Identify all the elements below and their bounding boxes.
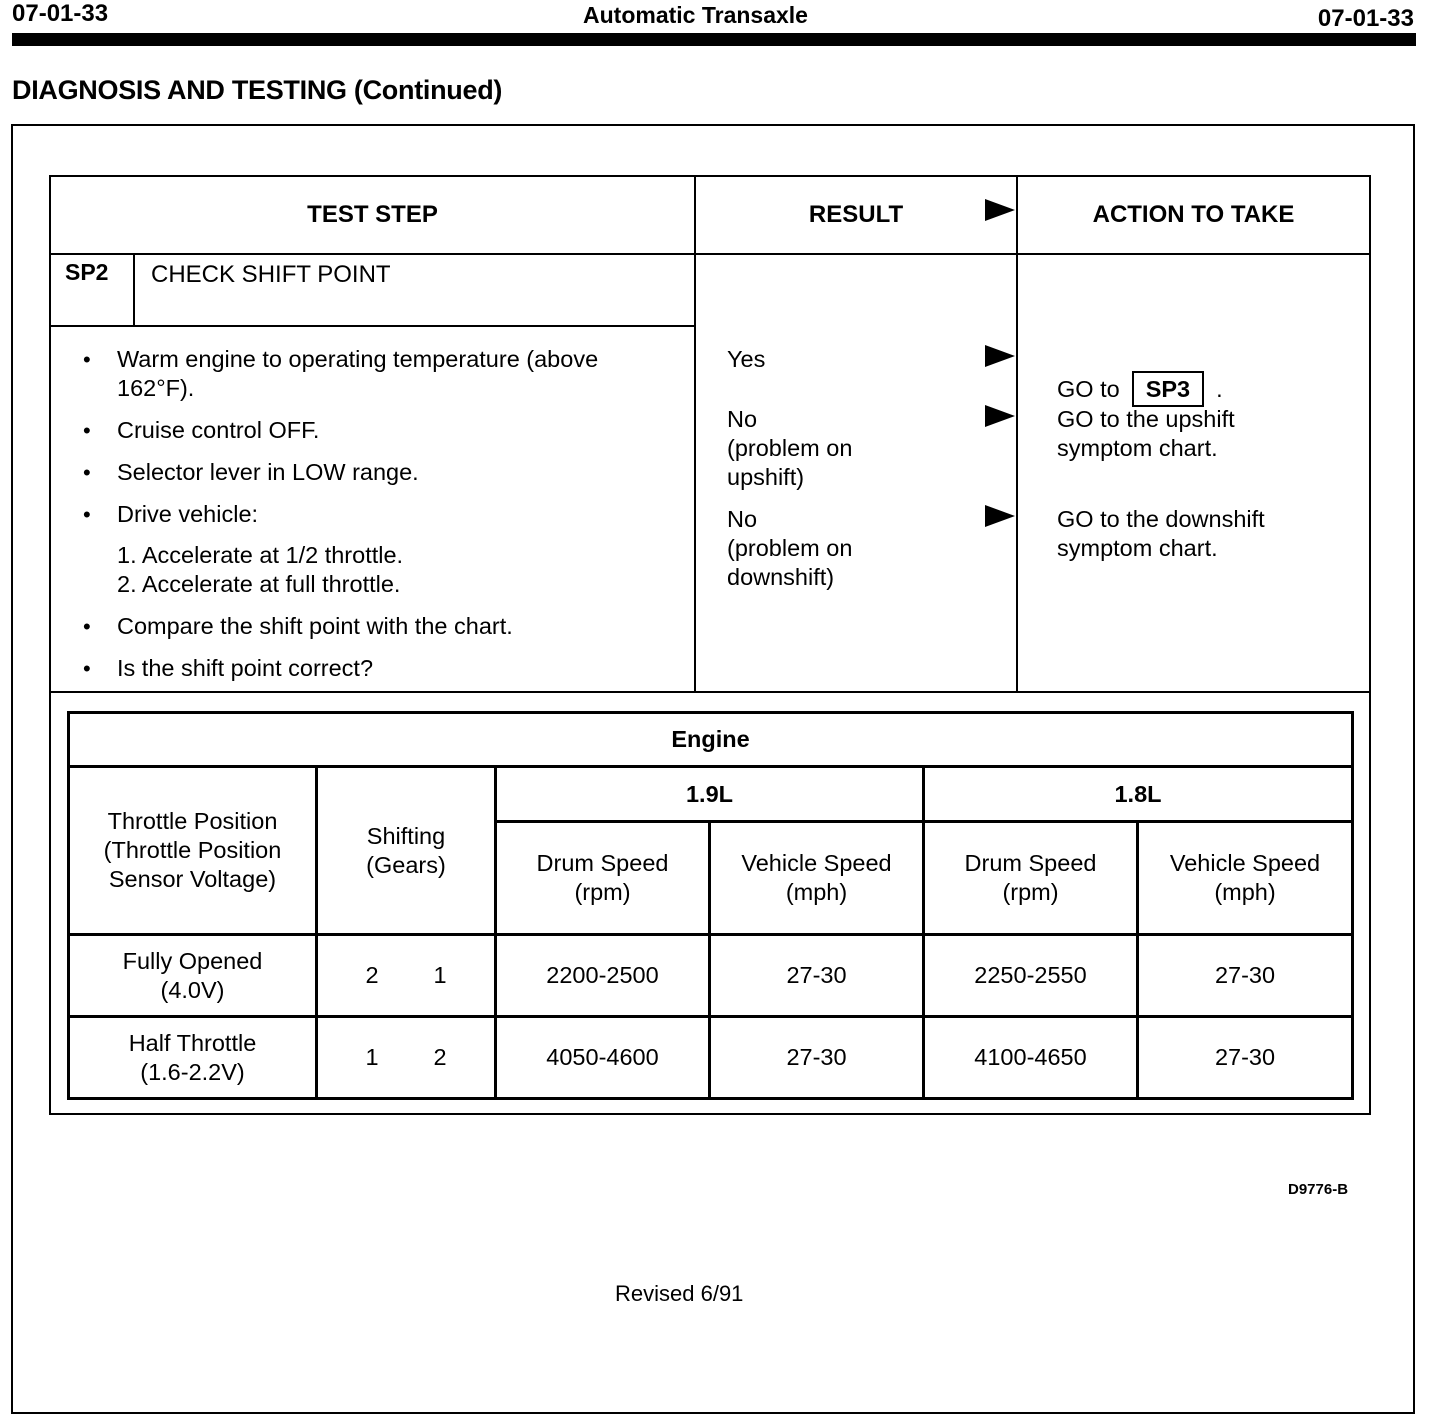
gear-to: 1 xyxy=(433,962,447,988)
action-upshift-chart: GO to the upshift symptom chart. xyxy=(1057,406,1235,461)
revision-note: Revised 6/91 xyxy=(615,1281,744,1306)
header-arrow-icon xyxy=(985,199,1015,221)
step-title: CHECK SHIFT POINT xyxy=(151,261,391,288)
list-item: • Warm engine to operating temperature (above 162°F). xyxy=(81,345,681,403)
drum-speed-header: Drum Speed (rpm) xyxy=(924,822,1138,935)
action-downshift-chart: GO to the downshift symptom chart. xyxy=(1057,506,1265,561)
manual-section-title: Automatic Transaxle xyxy=(583,2,808,28)
step-id-divider xyxy=(133,253,135,327)
gears-cell xyxy=(317,935,496,1017)
column-header-result-label: RESULT xyxy=(808,201,904,228)
vehicle-speed-cell: 27-30 xyxy=(710,935,924,1017)
drum-speed-cell: 4100-4650 xyxy=(924,1017,1138,1099)
shift-point-table xyxy=(67,711,1354,1100)
action-go-to: GO to xyxy=(1057,376,1120,402)
table-top-rule xyxy=(51,691,1369,693)
table-row xyxy=(69,1017,1353,1099)
drum-speed-cell: 2200-2500 xyxy=(496,935,710,1017)
page-code-left: 07-01-33 xyxy=(12,0,109,27)
page-code-right: 07-01-33 xyxy=(1317,5,1414,32)
step-title-rule xyxy=(51,325,694,327)
vehicle-speed-header: Vehicle Speed (mph) xyxy=(710,822,924,935)
list-item: • Cruise control OFF. xyxy=(81,416,681,445)
throttle-column-header: Throttle Position (Throttle Position Sensor Voltage) xyxy=(69,767,317,935)
table-row xyxy=(69,935,1353,1017)
list-item: • Is the shift point correct? xyxy=(81,654,681,683)
gear-from: 1 xyxy=(365,1044,379,1070)
sub-step-list xyxy=(81,541,681,599)
throttle-cell: Fully Opened (4.0V) xyxy=(69,935,317,1017)
sub-step: 2. Accelerate at full throttle. xyxy=(117,571,401,597)
list-item: • Compare the shift point with the chart. xyxy=(81,612,681,641)
gear-to: 2 xyxy=(433,1044,447,1070)
test-step-box xyxy=(49,175,1371,1115)
list-item: • Selector lever in LOW range. xyxy=(81,458,681,487)
sub-step: 1. Accelerate at 1/2 throttle. xyxy=(117,542,404,568)
result-arrow-icon xyxy=(985,405,1015,427)
step-id: SP2 xyxy=(65,259,109,285)
vehicle-speed-cell: 27-30 xyxy=(1138,1017,1353,1099)
shifting-column-header: Shifting (Gears) xyxy=(317,767,496,935)
list-item: • Drive vehicle: xyxy=(81,500,681,529)
column-header-test-step: TEST STEP xyxy=(51,177,694,255)
gear-from: 2 xyxy=(365,962,379,988)
column-header-action: ACTION TO TAKE xyxy=(1018,177,1369,255)
result-no-downshift: No (problem on downshift) xyxy=(727,506,853,590)
result-arrow-icon xyxy=(985,505,1015,527)
engine-header: Engine xyxy=(69,713,1353,767)
drum-speed-header: Drum Speed (rpm) xyxy=(496,822,710,935)
vehicle-speed-cell: 27-30 xyxy=(1138,935,1353,1017)
drum-speed-cell: 4050-4600 xyxy=(496,1017,710,1099)
figure-code: D9776-B xyxy=(1288,1181,1349,1198)
header-rule xyxy=(12,33,1416,46)
engine-1-9l: 1.9L xyxy=(496,767,924,822)
action-yes xyxy=(1057,342,1357,407)
gears-cell xyxy=(317,1017,496,1099)
engine-1-8l: 1.8L xyxy=(924,767,1353,822)
instruction-list xyxy=(81,345,681,696)
page-title: DIAGNOSIS AND TESTING (Continued) xyxy=(12,75,503,105)
step-ref-sp3[interactable]: SP3 xyxy=(1132,371,1204,407)
vehicle-speed-cell: 27-30 xyxy=(710,1017,924,1099)
action-column-divider xyxy=(1016,177,1018,693)
action-period: . xyxy=(1216,376,1223,402)
result-yes: Yes xyxy=(727,346,766,372)
drum-speed-cell: 2250-2550 xyxy=(924,935,1138,1017)
result-no-upshift: No (problem on upshift) xyxy=(727,406,853,490)
result-column-divider xyxy=(694,177,696,693)
throttle-cell: Half Throttle (1.6-2.2V) xyxy=(69,1017,317,1099)
column-header-result xyxy=(696,177,1016,255)
result-arrow-icon xyxy=(985,345,1015,367)
vehicle-speed-header: Vehicle Speed (mph) xyxy=(1138,822,1353,935)
